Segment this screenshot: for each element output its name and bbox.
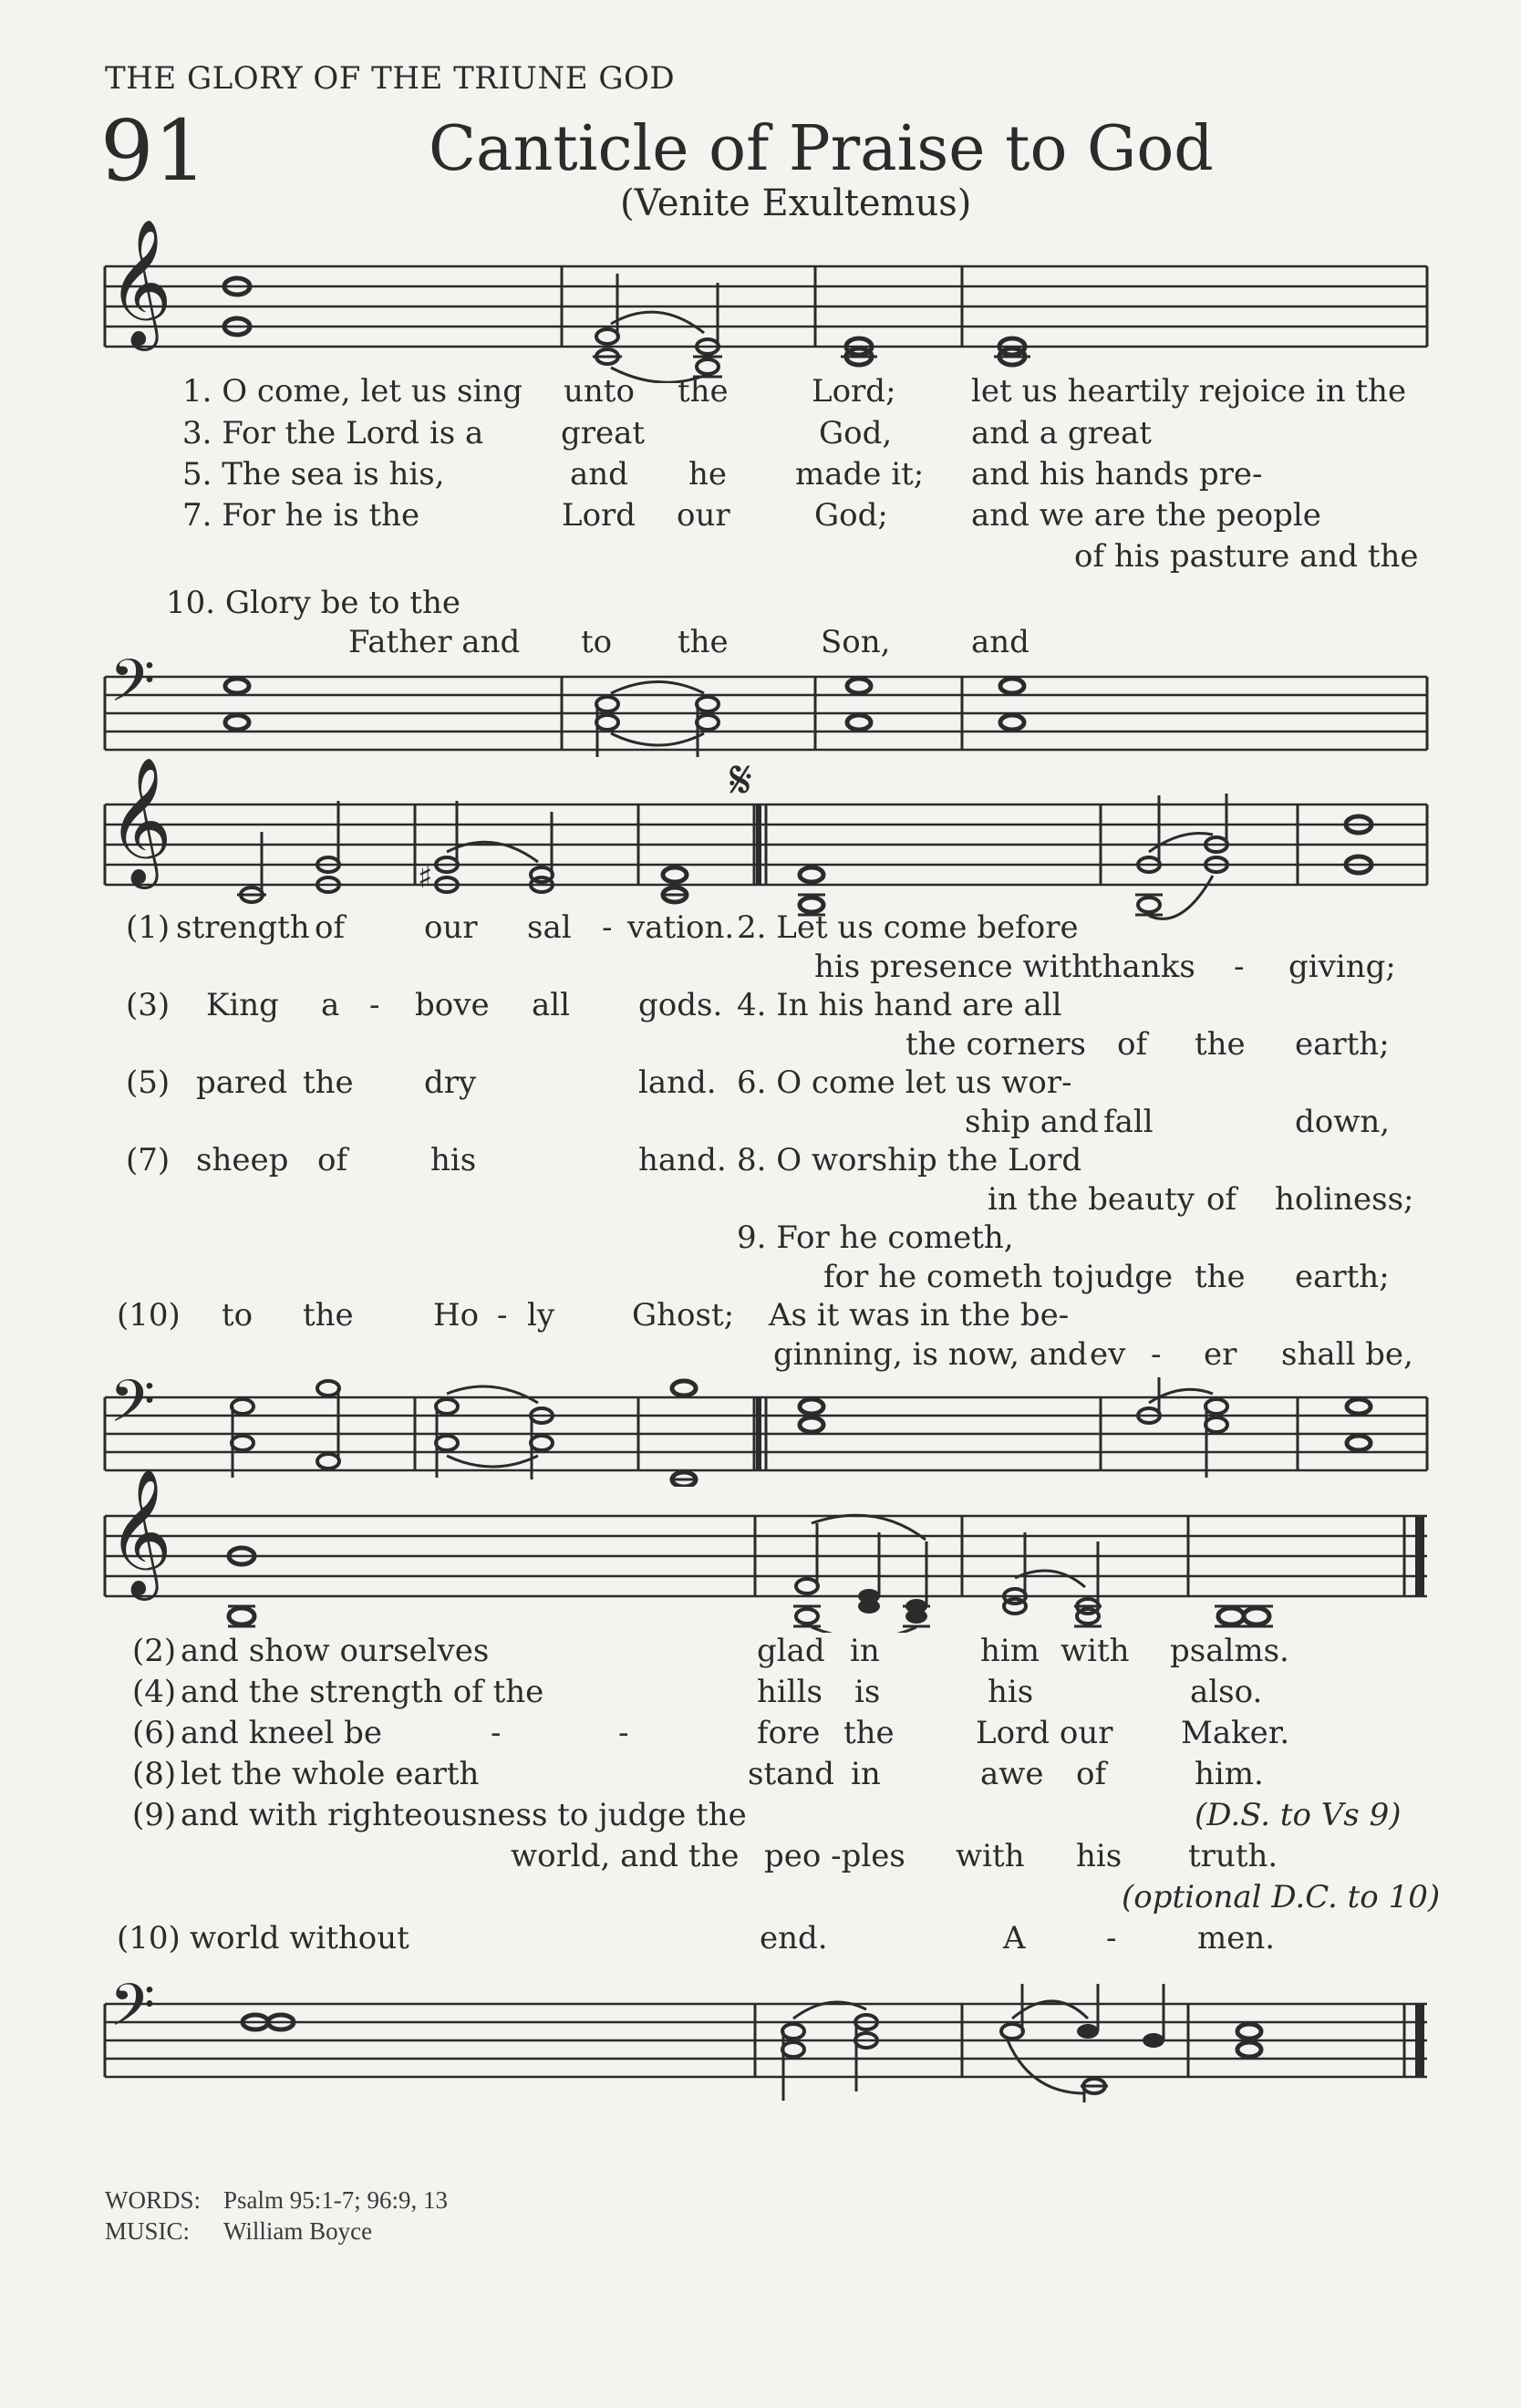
lyric-l10-hyphen2: -: [1151, 1336, 1162, 1373]
lyric-l1-hyphen2: -: [1234, 949, 1245, 985]
lyric-l10-num: (10): [117, 1297, 181, 1334]
lyric-l3-num: (3): [126, 987, 171, 1023]
lyric-v5-d: made it;: [795, 456, 925, 493]
lyric-v7-e: and we are the people: [971, 497, 1321, 534]
lyric-s3-l4-c: is: [854, 1674, 881, 1710]
lyric-l9-a: 9. For he cometh,: [737, 1220, 1014, 1256]
lyric-l7-num: (7): [126, 1142, 171, 1178]
lyric-l5-a: pared: [196, 1064, 288, 1101]
lyric-l10-f: As it was in the be-: [769, 1297, 1070, 1334]
lyric-s3-l6-d: Lord our: [976, 1715, 1113, 1751]
lyric-v3-d: and a great: [971, 415, 1152, 452]
lyric-v10-a: 10. Glory be to the: [166, 585, 460, 621]
lyric-v3-a: 3. For the Lord is a: [182, 415, 484, 452]
lyric-v10-c: to: [581, 624, 613, 660]
lyric-v5-a: 5. The sea is his,: [182, 456, 445, 493]
lyric-v1-e: let us heartily rejoice in the: [971, 373, 1407, 410]
lyric-s3-l9-a: and with righteousness to judge the: [181, 1797, 747, 1833]
lyric-s3-l6-num: (6): [132, 1715, 177, 1751]
lyric-l5-num: (5): [126, 1064, 171, 1101]
lyric-l3-c: bove: [415, 987, 490, 1023]
lyric-s3-l10-a: world without: [190, 1920, 409, 1956]
lyric-v5-c: he: [688, 456, 728, 493]
lyric-s3-l2-f: psalms.: [1170, 1633, 1289, 1669]
lyric-l5-c: dry: [424, 1064, 477, 1101]
section-title: THE GLORY OF THE TRIUNE GOD: [105, 60, 676, 97]
lyric-l3-g: the corners: [905, 1026, 1086, 1063]
lyric-l1-a: strength: [176, 909, 310, 946]
bass-clef-icon: 𝄢: [109, 1368, 156, 1450]
lyric-s3-l6-b: fore: [757, 1715, 821, 1751]
lyric-s3-l9-e: his: [1076, 1838, 1123, 1874]
lyric-l10-i: er: [1204, 1336, 1237, 1373]
lyric-s3-l2-a: and show ourselves: [181, 1633, 490, 1669]
lyric-l1-num: (1): [126, 909, 171, 946]
lyric-s3-l4-num: (4): [132, 1674, 177, 1710]
lyric-l3-h: of: [1117, 1026, 1148, 1063]
lyric-s3-l8-b: stand: [748, 1756, 835, 1792]
lyric-l7-h: holiness;: [1275, 1181, 1414, 1218]
lyric-s3-l9-d: with: [956, 1838, 1025, 1874]
lyric-l3-i: the: [1195, 1026, 1246, 1063]
dc-marking: (optional D.C. to 10): [1122, 1879, 1441, 1915]
lyric-l10-d: ly: [527, 1297, 555, 1334]
lyric-l1-g: his presence with: [814, 949, 1092, 985]
lyric-v1-c: the: [678, 373, 729, 410]
lyric-l5-e: 6. O come let us wor-: [737, 1064, 1072, 1101]
lyric-v3-c: God,: [819, 415, 893, 452]
lyric-l5-h: down,: [1295, 1104, 1391, 1140]
lyric-l3-j: earth;: [1295, 1026, 1390, 1063]
lyric-v10-b: Father and: [348, 624, 521, 660]
system1-treble-staff: [100, 255, 1432, 383]
lyric-l1-b: of: [315, 909, 346, 946]
lyric-l1-i: giving;: [1288, 949, 1396, 985]
lyric-l3-b: a: [321, 987, 340, 1023]
lyric-l10-g: ginning, is now, and: [773, 1336, 1088, 1373]
lyric-v7-d: God;: [814, 497, 888, 534]
lyric-s3-l6-a: and kneel be: [181, 1715, 383, 1751]
lyric-v1-a: 1. O come, let us sing: [182, 373, 523, 410]
lyric-l1-h: thanks: [1090, 949, 1195, 985]
lyric-l5-f: ship and: [965, 1104, 1099, 1140]
lyric-s3-l8-e: of: [1076, 1756, 1107, 1792]
lyric-s3-l8-d: awe: [980, 1756, 1044, 1792]
lyric-v10-e: Son,: [821, 624, 891, 660]
music-label: MUSIC:: [105, 2216, 191, 2245]
lyric-s3-l4-a: and the strength of the: [181, 1674, 544, 1710]
lyric-s3-l10-hyphen: -: [1106, 1920, 1117, 1956]
lyric-v1-b: unto: [564, 373, 635, 410]
lyric-s3-l4-b: hills: [757, 1674, 823, 1710]
lyric-l7-f: in the beauty: [988, 1181, 1195, 1218]
lyric-s3-l8-num: (8): [132, 1756, 177, 1792]
lyric-s3-l6-hyphen1: -: [491, 1715, 502, 1751]
lyric-s3-l9-b: world, and the: [511, 1838, 740, 1874]
bass-clef-icon: 𝄢: [109, 648, 156, 730]
lyric-v3-b: great: [561, 415, 646, 452]
lyric-s3-l6-hyphen2: -: [618, 1715, 629, 1751]
lyric-s3-l9-num: (9): [132, 1797, 177, 1833]
lyric-l5-d: land.: [638, 1064, 717, 1101]
lyric-l7-g: of: [1206, 1181, 1237, 1218]
lyric-l10-b: the: [303, 1297, 354, 1334]
lyric-l10-hyphen: -: [497, 1297, 508, 1334]
system1-bass-staff: [100, 666, 1432, 757]
lyric-l5-g: fall: [1103, 1104, 1154, 1140]
lyric-l7-b: of: [317, 1142, 348, 1178]
lyric-l1-e: vation.: [627, 909, 735, 946]
lyric-l1-c: our: [424, 909, 478, 946]
lyric-l7-c: his: [430, 1142, 477, 1178]
hymn-title: Canticle of Praise to God: [429, 113, 1214, 185]
lyric-s3-l10-b: end.: [760, 1920, 828, 1956]
system2-treble-staff: [100, 794, 1432, 921]
lyric-l7-e: 8. O worship the Lord: [737, 1142, 1082, 1178]
lyric-s3-l10-c: A: [1003, 1920, 1026, 1956]
lyric-s3-l4-e: also.: [1190, 1674, 1263, 1710]
lyric-s3-l9-f: truth.: [1188, 1838, 1278, 1874]
lyric-v7-c: our: [677, 497, 730, 534]
lyric-l1-hyphen: -: [602, 909, 613, 946]
lyric-l7-d: hand.: [638, 1142, 727, 1178]
lyric-v7-f: of his pasture and the: [1074, 538, 1419, 575]
lyric-v10-d: the: [678, 624, 729, 660]
music-source: William Boyce: [223, 2216, 373, 2245]
lyric-v5-b: and: [570, 456, 628, 493]
lyric-s3-l10-num: (10): [117, 1920, 181, 1956]
lyric-l7-a: sheep: [196, 1142, 289, 1178]
lyric-s3-l2-c: in: [850, 1633, 880, 1669]
bass-clef-icon: 𝄢: [109, 1972, 156, 2054]
lyric-s3-l9-c: peo -ples: [764, 1838, 905, 1874]
lyric-v10-f: and: [971, 624, 1030, 660]
lyric-s3-l8-a: let the whole earth: [181, 1756, 480, 1792]
lyric-l3-hyphen: -: [369, 987, 380, 1023]
lyric-s3-l2-num: (2): [132, 1633, 177, 1669]
lyric-l10-h: ev: [1090, 1336, 1126, 1373]
lyric-l1-d: sal: [527, 909, 572, 946]
lyric-l10-a: to: [222, 1297, 254, 1334]
hymn-number: 91: [100, 102, 208, 200]
system3-bass-staff: [100, 1984, 1432, 2102]
lyric-l1-f: 2. Let us come before: [737, 909, 1079, 946]
lyric-v1-d: Lord;: [812, 373, 896, 410]
sharp-icon: ♯: [418, 859, 433, 896]
lyric-l5-b: the: [303, 1064, 354, 1101]
system2-bass-staff: [100, 1377, 1432, 1487]
lyric-l3-e: gods.: [638, 987, 723, 1023]
system3-treble-staff: [100, 1505, 1432, 1633]
treble-clef-icon: 𝄞: [108, 757, 172, 884]
segno-icon: 𝄋: [729, 749, 752, 811]
treble-clef-icon: 𝄞: [108, 1469, 172, 1595]
lyric-l9-e: earth;: [1295, 1259, 1390, 1295]
hymn-subtitle: (Venite Exultemus): [620, 182, 972, 224]
lyric-l10-e: Ghost;: [632, 1297, 735, 1334]
lyric-v7-a: 7. For he is the: [182, 497, 420, 534]
lyric-s3-l8-f: him.: [1195, 1756, 1264, 1792]
lyric-s3-l4-d: his: [988, 1674, 1034, 1710]
lyric-l9-c: judge: [1085, 1259, 1174, 1295]
lyric-v5-e: and his hands pre-: [971, 456, 1263, 493]
lyric-l3-f: 4. In his hand are all: [737, 987, 1062, 1023]
ds-marking: (D.S. to Vs 9): [1195, 1797, 1402, 1833]
words-label: WORDS:: [105, 2186, 202, 2214]
credits: [105, 2185, 448, 2247]
lyric-l10-j: shall be,: [1281, 1336, 1413, 1373]
lyric-l9-d: the: [1195, 1259, 1246, 1295]
lyric-s3-l2-d: him: [980, 1633, 1040, 1669]
lyric-s3-l6-e: Maker.: [1181, 1715, 1290, 1751]
lyric-s3-l2-e: with: [1061, 1633, 1130, 1669]
lyric-l3-a: King: [206, 987, 279, 1023]
lyric-l3-d: all: [532, 987, 571, 1023]
lyric-s3-l6-c: the: [843, 1715, 895, 1751]
treble-clef-icon: 𝄞: [108, 219, 172, 346]
words-source: Psalm 95:1-7; 96:9, 13: [223, 2186, 449, 2214]
lyric-s3-l10-d: men.: [1197, 1920, 1276, 1956]
lyric-s3-l2-b: glad: [757, 1633, 825, 1669]
lyric-l9-b: for he cometh to: [823, 1259, 1084, 1295]
lyric-s3-l8-c: in: [851, 1756, 881, 1792]
lyric-l10-c: Ho: [433, 1297, 480, 1334]
lyric-v7-b: Lord: [562, 497, 636, 534]
